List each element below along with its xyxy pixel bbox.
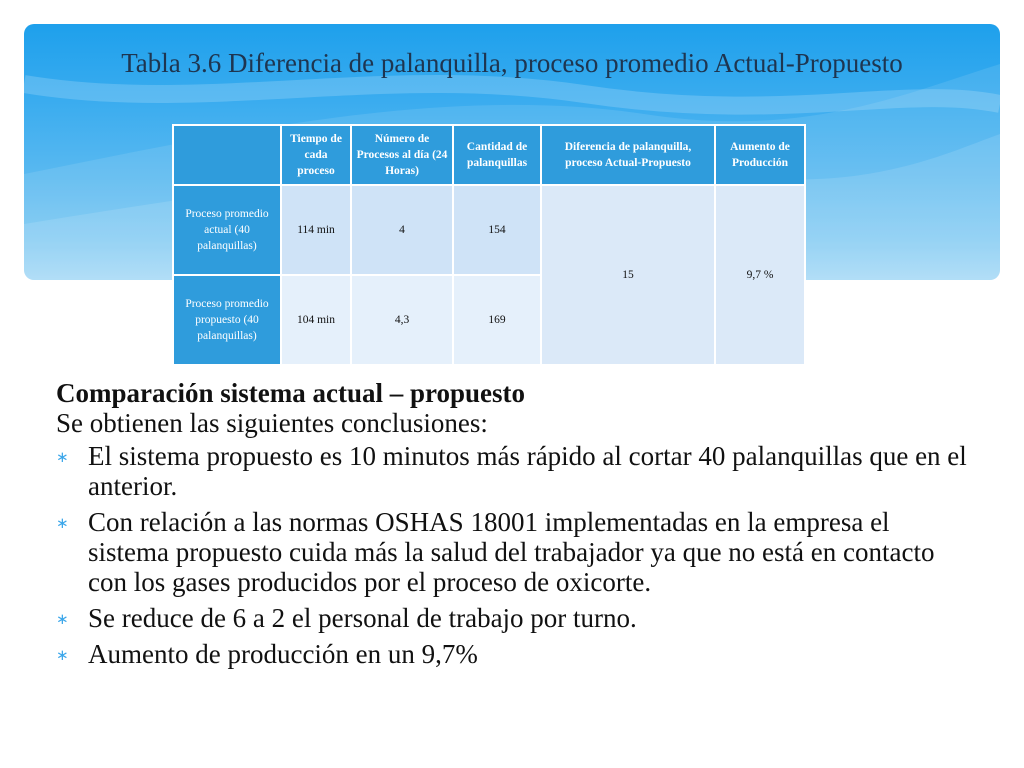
cell-tiempo-propuesto: 104 min xyxy=(281,275,351,365)
table-header-row xyxy=(173,125,805,185)
conclusion-list xyxy=(56,441,976,669)
bullet-text: Aumento de producción en un 9,7% xyxy=(88,639,478,669)
header-cantidad: Cantidad de palanquillas xyxy=(453,125,541,185)
bullet-star-icon: ∗ xyxy=(56,448,69,466)
cell-procesos-propuesto: 4,3 xyxy=(351,275,453,365)
cell-cantidad-propuesto: 169 xyxy=(453,275,541,365)
row-label-actual: Proceso promedio actual (40 palanquillas) xyxy=(173,185,281,275)
header-diferencia: Diferencia de palanquilla, proceso Actual-Propuesto xyxy=(541,125,715,185)
content-body xyxy=(56,378,976,675)
bullet-star-icon: ∗ xyxy=(56,646,69,664)
header-procesos: Número de Procesos al día (24 Horas) xyxy=(351,125,453,185)
comparison-table xyxy=(172,124,804,366)
bullet-text: Se reduce de 6 a 2 el personal de trabajo por turno. xyxy=(88,603,637,633)
cell-tiempo-actual: 114 min xyxy=(281,185,351,275)
list-item xyxy=(56,603,976,633)
row-label-propuesto: Proceso promedio propuesto (40 palanquillas) xyxy=(173,275,281,365)
bullet-text: El sistema propuesto es 10 minutos más rápido al cortar 40 palanquillas que en el anterior. xyxy=(88,441,967,501)
header-tiempo: Tiempo de cada proceso xyxy=(281,125,351,185)
list-item xyxy=(56,507,976,597)
cell-diferencia: 15 xyxy=(541,185,715,365)
header-empty xyxy=(173,125,281,185)
bullet-star-icon: ∗ xyxy=(56,514,69,532)
bullet-text: Con relación a las normas OSHAS 18001 implementadas en la empresa el sistema propuesto cuida más la salud del trabajador ya que no está en contacto con los gases producidos por el proceso de oxicorte. xyxy=(88,507,935,597)
bullet-star-icon: ∗ xyxy=(56,610,69,628)
cell-cantidad-actual: 154 xyxy=(453,185,541,275)
slide-title: Tabla 3.6 Diferencia de palanquilla, proceso promedio Actual-Propuesto xyxy=(121,48,903,78)
intro-text: Se obtienen las siguientes conclusiones: xyxy=(56,408,488,438)
cell-aumento: 9,7 % xyxy=(715,185,805,365)
list-item xyxy=(56,441,976,501)
cell-procesos-actual: 4 xyxy=(351,185,453,275)
table-row xyxy=(173,185,805,275)
section-heading: Comparación sistema actual – propuesto xyxy=(56,378,525,408)
header-aumento: Aumento de Producción xyxy=(715,125,805,185)
list-item xyxy=(56,639,976,669)
